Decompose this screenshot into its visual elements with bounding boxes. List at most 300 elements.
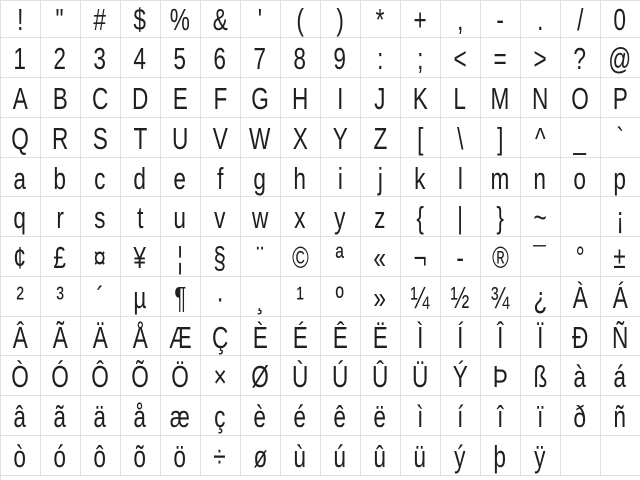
glyph-cell[interactable]: [161, 317, 201, 357]
glyph-cell[interactable]: [481, 237, 521, 277]
glyph: S: [92, 120, 108, 156]
glyph-cell[interactable]: [241, 436, 281, 476]
glyph-cell[interactable]: [401, 118, 441, 158]
glyph-cell[interactable]: [361, 158, 401, 198]
glyph: w: [251, 200, 269, 236]
glyph-cell[interactable]: [81, 118, 121, 158]
glyph-cell[interactable]: [121, 396, 161, 436]
glyph: -: [456, 240, 464, 275]
glyph-cell[interactable]: [561, 237, 601, 277]
glyph-cell[interactable]: [521, 396, 561, 436]
glyph-cell[interactable]: [601, 197, 640, 237]
glyph: ²: [16, 279, 24, 315]
glyph: (: [296, 1, 304, 37]
glyph-cell[interactable]: [241, 277, 281, 317]
glyph-cell[interactable]: [121, 237, 161, 277]
glyph: ¥: [133, 240, 147, 275]
glyph-cell[interactable]: [161, 436, 201, 476]
glyph-cell[interactable]: [121, 317, 161, 357]
glyph-cell[interactable]: [201, 317, 241, 357]
glyph-cell[interactable]: [521, 317, 561, 357]
glyph: b: [53, 160, 67, 196]
glyph-cell[interactable]: [321, 237, 361, 277]
glyph-cell[interactable]: [401, 436, 441, 476]
glyph-cell[interactable]: [321, 0, 361, 38]
glyph-cell[interactable]: [161, 158, 201, 198]
glyph-cell[interactable]: [321, 277, 361, 317]
glyph-cell[interactable]: [41, 277, 81, 317]
glyph: ý: [454, 438, 466, 474]
glyph-cell[interactable]: [321, 78, 361, 118]
glyph-cell[interactable]: [161, 0, 201, 38]
glyph: 9: [333, 41, 347, 77]
glyph: í: [456, 399, 464, 434]
glyph-cell[interactable]: [321, 356, 361, 396]
glyph-cell[interactable]: [241, 78, 281, 118]
glyph: ': [257, 1, 263, 37]
glyph: ì: [416, 399, 424, 434]
glyph: `: [616, 120, 624, 156]
glyph: £: [53, 240, 67, 275]
glyph-cell[interactable]: [201, 0, 241, 38]
glyph-cell[interactable]: [41, 158, 81, 198]
glyph-cell[interactable]: [121, 0, 161, 38]
glyph-cell[interactable]: [401, 277, 441, 317]
glyph: x: [294, 200, 306, 236]
glyph-cell[interactable]: [241, 396, 281, 436]
glyph-cell[interactable]: [561, 317, 601, 357]
glyph: C: [91, 81, 109, 116]
glyph-cell[interactable]: [1, 78, 41, 118]
glyph-cell[interactable]: [121, 436, 161, 476]
glyph: ¨: [256, 240, 264, 275]
glyph-cell[interactable]: [481, 38, 521, 78]
glyph-cell[interactable]: [401, 0, 441, 38]
glyph-cell[interactable]: [161, 356, 201, 396]
glyph-cell[interactable]: [401, 197, 441, 237]
glyph-cell[interactable]: [1, 356, 41, 396]
glyph-cell[interactable]: [1, 396, 41, 436]
glyph-cell[interactable]: [441, 118, 481, 158]
glyph-cell[interactable]: [521, 356, 561, 396]
glyph: è: [253, 399, 267, 434]
glyph-cell[interactable]: [1, 317, 41, 357]
glyph: 5: [173, 41, 187, 77]
glyph-cell[interactable]: [1, 118, 41, 158]
glyph-cell[interactable]: [161, 197, 201, 237]
glyph: I: [336, 81, 344, 116]
glyph-cell[interactable]: [201, 38, 241, 78]
glyph: Ã: [52, 319, 68, 355]
glyph-cell[interactable]: [521, 237, 561, 277]
glyph-cell[interactable]: [81, 237, 121, 277]
glyph-cell[interactable]: [441, 0, 481, 38]
glyph: Q: [11, 120, 29, 156]
glyph-cell[interactable]: [41, 317, 81, 357]
glyph: ï: [536, 399, 544, 434]
glyph-cell[interactable]: [281, 158, 321, 198]
glyph-cell[interactable]: [201, 158, 241, 198]
glyph: z: [374, 200, 386, 236]
glyph-cell[interactable]: [321, 38, 361, 78]
glyph-cell[interactable]: [561, 78, 601, 118]
glyph: Û: [371, 359, 389, 395]
glyph-cell[interactable]: [481, 436, 521, 476]
glyph-cell[interactable]: [81, 356, 121, 396]
glyph-cell[interactable]: [281, 118, 321, 158]
glyph-cell[interactable]: [201, 237, 241, 277]
glyph-cell[interactable]: [241, 38, 281, 78]
glyph: ¿: [533, 279, 547, 315]
glyph-cell[interactable]: [241, 118, 281, 158]
glyph-cell[interactable]: [81, 396, 121, 436]
glyph-cell[interactable]: [441, 436, 481, 476]
glyph-cell[interactable]: [1, 237, 41, 277]
glyph-cell[interactable]: [281, 237, 321, 277]
glyph-cell[interactable]: [1, 38, 41, 78]
glyph: V: [212, 120, 228, 156]
glyph: ü: [413, 438, 427, 474]
glyph-cell[interactable]: [481, 0, 521, 38]
glyph: Ï: [536, 319, 544, 355]
glyph-cell[interactable]: [161, 277, 201, 317]
glyph-cell[interactable]: [161, 38, 201, 78]
glyph-cell[interactable]: [241, 158, 281, 198]
glyph-cell[interactable]: [361, 0, 401, 38]
glyph-cell[interactable]: [41, 197, 81, 237]
glyph-cell[interactable]: [1, 277, 41, 317]
glyph: ÿ: [534, 438, 546, 474]
glyph-cell[interactable]: [561, 0, 601, 38]
glyph: 0: [613, 1, 627, 37]
glyph-cell[interactable]: [1, 158, 41, 198]
glyph: ½: [450, 279, 470, 315]
glyph-cell[interactable]: [481, 317, 521, 357]
glyph-cell[interactable]: [41, 38, 81, 78]
glyph: ±: [613, 240, 627, 275]
glyph: Ì: [416, 319, 424, 355]
glyph: ": [55, 1, 65, 37]
glyph: ñ: [613, 399, 627, 434]
glyph: »: [373, 279, 387, 315]
glyph: Ø: [251, 359, 269, 395]
glyph: R: [51, 120, 69, 156]
glyph: Á: [612, 279, 628, 315]
glyph-cell[interactable]: [321, 158, 361, 198]
glyph: 4: [133, 41, 147, 77]
glyph: ê: [333, 399, 347, 434]
glyph: \: [456, 120, 464, 156]
glyph-cell[interactable]: [441, 317, 481, 357]
empty-cell: [601, 436, 640, 476]
glyph: ë: [373, 399, 387, 434]
glyph: å: [133, 399, 147, 434]
glyph: Ä: [92, 319, 108, 355]
glyph-cell[interactable]: [201, 197, 241, 237]
glyph-cell[interactable]: [481, 158, 521, 198]
glyph: g: [253, 160, 267, 196]
glyph-cell[interactable]: [161, 118, 201, 158]
glyph: ù: [293, 438, 307, 474]
glyph: ¼: [410, 279, 430, 315]
glyph: =: [493, 41, 507, 77]
glyph: ú: [333, 438, 347, 474]
glyph-cell[interactable]: [201, 436, 241, 476]
glyph-cell[interactable]: [561, 118, 601, 158]
glyph-cell[interactable]: [401, 356, 441, 396]
glyph-cell[interactable]: [601, 158, 640, 198]
glyph-cell[interactable]: [401, 237, 441, 277]
glyph: 8: [293, 41, 307, 77]
glyph-cell[interactable]: [521, 78, 561, 118]
glyph: s: [94, 200, 106, 236]
glyph: Þ: [492, 359, 508, 395]
glyph-cell[interactable]: [601, 237, 640, 277]
glyph-cell[interactable]: [1, 0, 41, 38]
glyph-cell[interactable]: [41, 356, 81, 396]
glyph-cell[interactable]: [481, 78, 521, 118]
glyph-cell[interactable]: [481, 118, 521, 158]
glyph-cell[interactable]: [401, 78, 441, 118]
glyph: Ý: [452, 359, 468, 395]
glyph-cell[interactable]: [601, 356, 640, 396]
empty-cell: [561, 436, 601, 476]
glyph: Z: [373, 120, 387, 156]
glyph-cell[interactable]: [441, 356, 481, 396]
glyph: +: [413, 1, 427, 37]
glyph: 1: [13, 41, 27, 77]
glyph-cell[interactable]: [521, 158, 561, 198]
glyph: ã: [53, 399, 67, 434]
glyph-cell[interactable]: [201, 277, 241, 317]
glyph-cell[interactable]: [401, 396, 441, 436]
glyph: ¡: [616, 200, 624, 236]
glyph-cell[interactable]: [561, 38, 601, 78]
glyph: J: [374, 81, 386, 116]
glyph-cell[interactable]: [561, 356, 601, 396]
glyph-cell[interactable]: [441, 237, 481, 277]
glyph: A: [12, 81, 28, 116]
glyph: t: [136, 200, 144, 236]
glyph: º: [335, 279, 345, 315]
glyph-cell[interactable]: [521, 38, 561, 78]
glyph: #: [93, 1, 107, 37]
glyph: ô: [93, 438, 107, 474]
glyph-cell[interactable]: [41, 0, 81, 38]
glyph: 7: [253, 41, 267, 77]
glyph-cell[interactable]: [321, 436, 361, 476]
glyph: |: [457, 200, 463, 236]
glyph: Å: [132, 319, 148, 355]
glyph-cell[interactable]: [601, 38, 640, 78]
glyph: Ê: [332, 319, 348, 355]
glyph: 3: [93, 41, 107, 77]
glyph-cell[interactable]: [1, 436, 41, 476]
glyph-cell[interactable]: [441, 158, 481, 198]
glyph: ³: [56, 279, 64, 315]
glyph: B: [52, 81, 68, 116]
glyph-cell[interactable]: [441, 396, 481, 436]
glyph-cell[interactable]: [161, 78, 201, 118]
glyph-cell[interactable]: [401, 158, 441, 198]
glyph: j: [377, 160, 383, 196]
glyph-cell[interactable]: [361, 396, 401, 436]
glyph-cell[interactable]: [81, 38, 121, 78]
glyph-cell[interactable]: [281, 0, 321, 38]
glyph-cell[interactable]: [281, 317, 321, 357]
glyph-cell[interactable]: [601, 118, 640, 158]
glyph-cell[interactable]: [561, 277, 601, 317]
glyph: h: [293, 160, 307, 196]
glyph: î: [496, 399, 504, 434]
glyph: ¯: [533, 240, 547, 275]
glyph-cell[interactable]: [201, 356, 241, 396]
glyph-cell[interactable]: [241, 356, 281, 396]
glyph: æ: [169, 399, 191, 434]
glyph-cell[interactable]: [521, 277, 561, 317]
glyph: ¸: [256, 279, 264, 315]
glyph: :: [376, 41, 384, 77]
glyph-cell[interactable]: [441, 78, 481, 118]
glyph-cell[interactable]: [161, 237, 201, 277]
glyph: @: [608, 41, 632, 77]
glyph-cell[interactable]: [81, 277, 121, 317]
glyph: ¾: [490, 279, 510, 315]
glyph-cell[interactable]: [81, 436, 121, 476]
glyph-cell[interactable]: [161, 396, 201, 436]
glyph: _: [573, 120, 587, 156]
glyph: K: [412, 81, 428, 116]
glyph-cell[interactable]: [81, 197, 121, 237]
glyph-cell[interactable]: [281, 396, 321, 436]
glyph: ;: [416, 41, 424, 77]
glyph: ð: [573, 399, 587, 434]
glyph: â: [13, 399, 27, 434]
glyph-cell[interactable]: [241, 197, 281, 237]
glyph-cell[interactable]: [401, 38, 441, 78]
glyph: v: [214, 200, 226, 236]
glyph-cell[interactable]: [41, 237, 81, 277]
glyph-cell[interactable]: [481, 277, 521, 317]
glyph: ?: [573, 41, 587, 77]
glyph-cell[interactable]: [41, 396, 81, 436]
glyph-cell[interactable]: [281, 436, 321, 476]
glyph-cell[interactable]: [361, 118, 401, 158]
glyph-cell[interactable]: [561, 396, 601, 436]
glyph-cell[interactable]: [361, 277, 401, 317]
glyph: D: [131, 81, 149, 116]
glyph-cell[interactable]: [41, 436, 81, 476]
glyph-cell[interactable]: [281, 356, 321, 396]
glyph: ]: [496, 120, 504, 156]
glyph-cell[interactable]: [81, 78, 121, 118]
glyph-cell[interactable]: [121, 277, 161, 317]
glyph-cell[interactable]: [361, 78, 401, 118]
glyph-cell[interactable]: [81, 317, 121, 357]
glyph-cell[interactable]: [201, 396, 241, 436]
glyph-cell[interactable]: [481, 197, 521, 237]
glyph-cell[interactable]: [81, 0, 121, 38]
glyph-cell[interactable]: [601, 277, 640, 317]
glyph-cell[interactable]: [521, 436, 561, 476]
glyph-cell[interactable]: [121, 118, 161, 158]
glyph: È: [252, 319, 268, 355]
glyph: ·: [216, 279, 224, 315]
glyph-cell[interactable]: [601, 317, 640, 357]
glyph-cell[interactable]: [321, 197, 361, 237]
glyph-cell[interactable]: [561, 158, 601, 198]
glyph: ç: [214, 399, 226, 434]
glyph-cell[interactable]: [81, 158, 121, 198]
glyph-cell[interactable]: [321, 118, 361, 158]
glyph-cell[interactable]: [201, 78, 241, 118]
glyph: U: [171, 120, 189, 156]
glyph: É: [292, 319, 308, 355]
glyph-cell[interactable]: [441, 38, 481, 78]
glyph-cell[interactable]: [321, 317, 361, 357]
glyph-cell[interactable]: [121, 356, 161, 396]
glyph-cell[interactable]: [361, 356, 401, 396]
glyph-cell[interactable]: [281, 78, 321, 118]
glyph-cell[interactable]: [241, 317, 281, 357]
glyph-cell[interactable]: [441, 197, 481, 237]
glyph: T: [133, 120, 147, 156]
glyph-cell[interactable]: [121, 197, 161, 237]
glyph: F: [213, 81, 227, 116]
glyph: G: [251, 81, 269, 116]
glyph-cell[interactable]: [121, 158, 161, 198]
glyph-cell[interactable]: [361, 317, 401, 357]
glyph-cell[interactable]: [281, 38, 321, 78]
glyph-cell[interactable]: [441, 277, 481, 317]
glyph-cell[interactable]: [201, 118, 241, 158]
glyph-cell[interactable]: [281, 197, 321, 237]
glyph: !: [16, 1, 24, 37]
glyph-cell[interactable]: [41, 78, 81, 118]
glyph-cell[interactable]: [481, 396, 521, 436]
glyph: ,: [456, 1, 464, 37]
glyph-cell[interactable]: [121, 38, 161, 78]
glyph-cell[interactable]: [601, 396, 640, 436]
glyph-cell[interactable]: [361, 237, 401, 277]
glyph-cell[interactable]: [41, 118, 81, 158]
glyph: Ó: [51, 359, 69, 395]
glyph: [: [416, 120, 424, 156]
glyph-cell[interactable]: [1, 197, 41, 237]
glyph: Ú: [331, 359, 349, 395]
glyph-cell[interactable]: [521, 0, 561, 38]
glyph-cell[interactable]: [121, 78, 161, 118]
glyph-cell[interactable]: [241, 0, 281, 38]
glyph: ò: [13, 438, 27, 474]
glyph: ~: [533, 200, 547, 236]
glyph-cell[interactable]: [601, 0, 640, 38]
glyph-cell[interactable]: [401, 317, 441, 357]
glyph: °: [575, 240, 585, 275]
glyph-cell[interactable]: [521, 197, 561, 237]
glyph-cell[interactable]: [361, 197, 401, 237]
glyph-cell[interactable]: [521, 118, 561, 158]
glyph-cell[interactable]: [361, 436, 401, 476]
glyph: y: [334, 200, 346, 236]
glyph-cell[interactable]: [481, 356, 521, 396]
glyph: r: [56, 200, 64, 236]
glyph-cell[interactable]: [241, 237, 281, 277]
glyph-cell[interactable]: [281, 277, 321, 317]
glyph-cell[interactable]: [601, 78, 640, 118]
glyph-cell[interactable]: [321, 396, 361, 436]
glyph-cell[interactable]: [361, 38, 401, 78]
